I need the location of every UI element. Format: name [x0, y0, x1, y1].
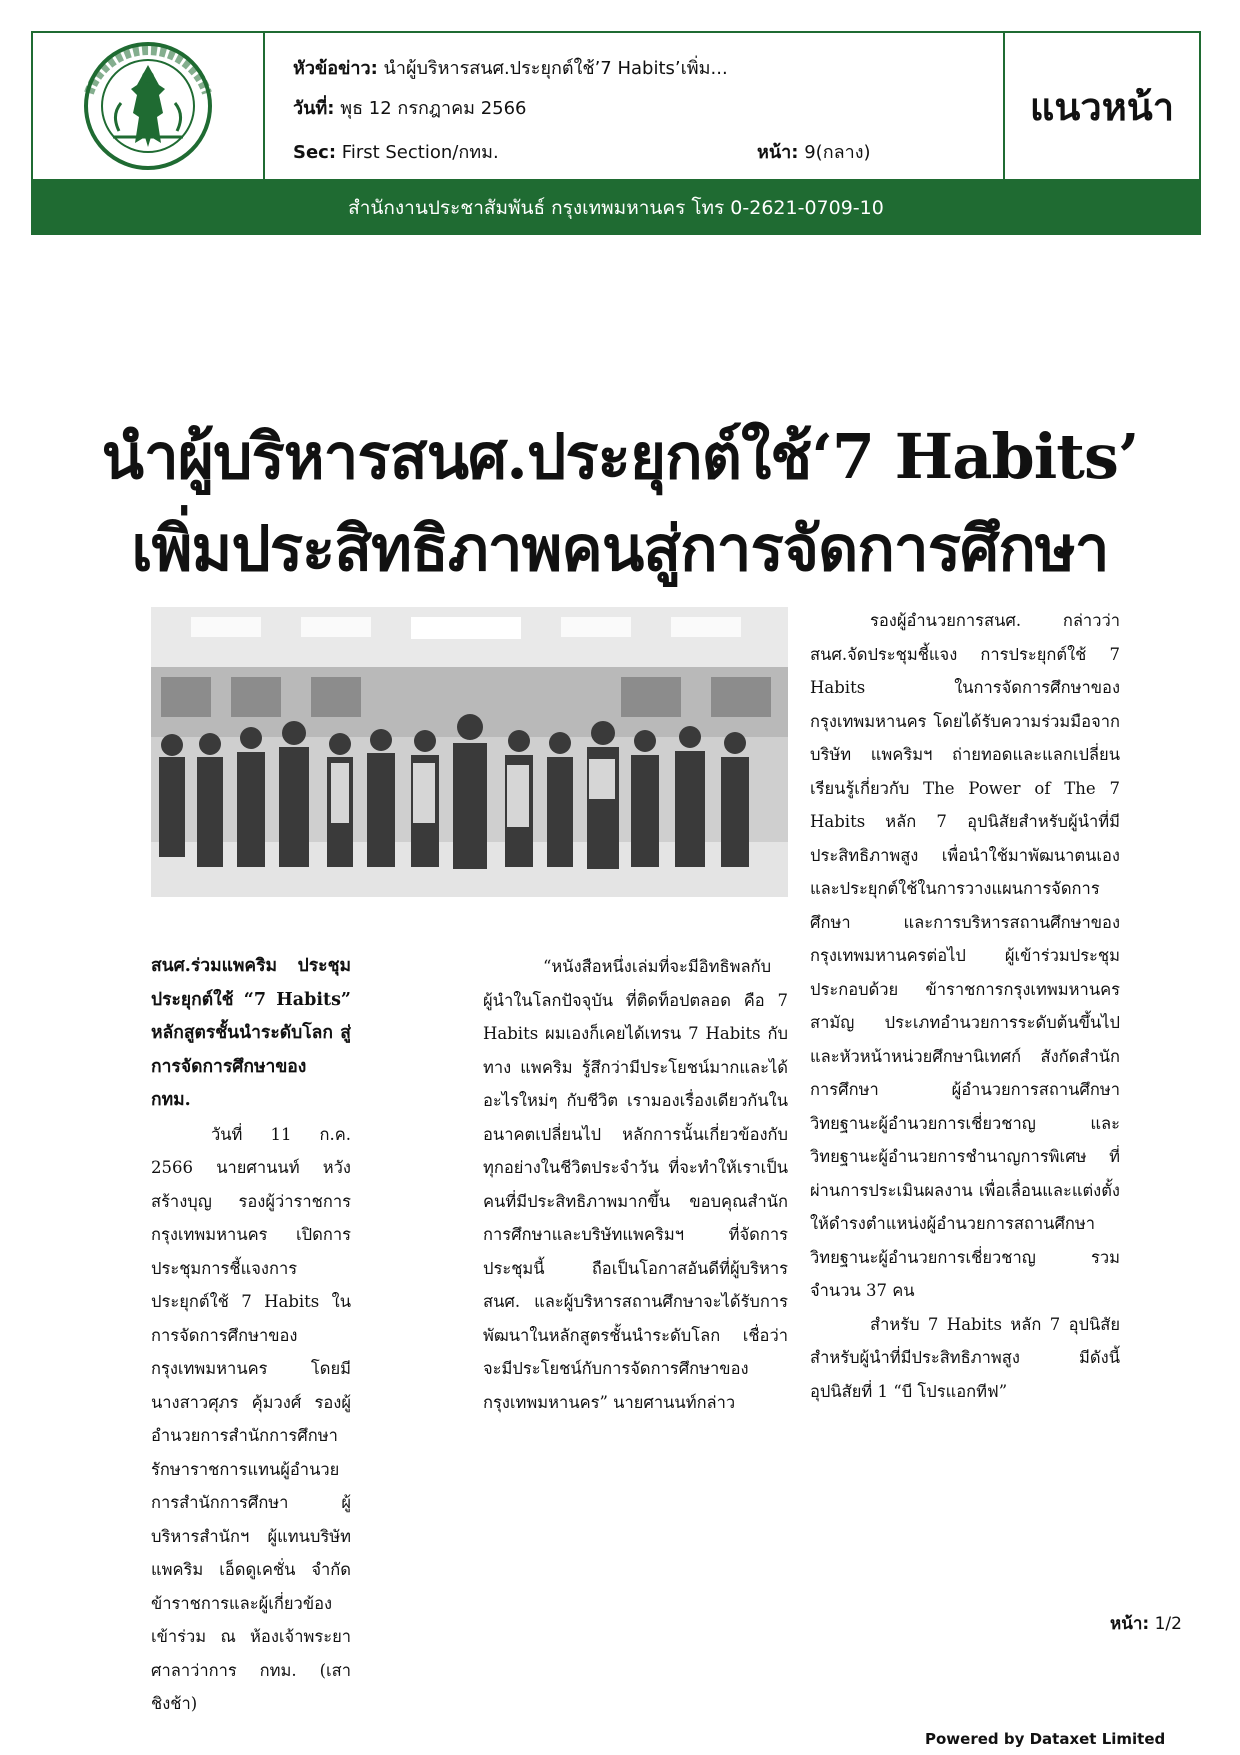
photo-caption: สนศ.ร่วมแพคริม ประชุมประยุกต์ใช้ “7 Habits” หลักสูตรชั้นนำระดับโลก สู่การจัดการศึกษาของ กทม. — [151, 956, 351, 1110]
info-cell — [265, 33, 1005, 179]
section-label: Sec: — [293, 142, 337, 163]
headline-value: นำผู้บริหารสนศ.ประยุกต์ใช้’7 Habits’เพิ่ม... — [383, 58, 728, 79]
page-number — [1110, 1610, 1182, 1637]
position-cell — [1005, 33, 1199, 179]
page-row — [757, 137, 871, 166]
article-column-3 — [810, 604, 1120, 1408]
column-2-text: “หนังสือหนึ่งเล่มที่จะมีอิทธิพลกับผู้นำในโลกปัจจุบัน ที่ติดท็อปตลอด คือ 7 Habits ผมเองก็เคยได้เทรน 7 Habits กับทาง แพคริม รู้สึกว่ามีประโยชน์มากและได้อะไรใหม่ๆ กับชีวิต เรามองเรื่องเดียวกันในอนาคตเปลี่ยนไป หลักการนั้นเกี่ยวข้องกับทุกอย่างในชีวิตประจำวัน ที่จะทำให้เราเป็นคนที่มีประสิทธิภาพมากขึ้น ขอบคุณสำนักการศึกษาและบริษัทแพคริมฯ ที่จัดการประชุมนี้ ถือเป็นโอกาสอันดีที่ผู้บริหาร สนศ. และผู้บริหารสถานศึกษาจะได้รับการพัฒนาในหลักสูตรชั้นนำระดับโลก เชื่อว่าจะมีประโยชน์กับการจัดการศึกษาของกรุงเทพมหานคร” นายศานนท์กล่าว — [483, 957, 788, 1412]
page-value: 9(กลาง) — [804, 142, 871, 163]
date-row — [293, 93, 527, 122]
article-photo — [151, 607, 788, 897]
headline-row — [293, 53, 728, 82]
section-value: First Section/กทม. — [341, 142, 499, 163]
page-number-value: 1/2 — [1154, 1614, 1182, 1634]
page-number-label: หน้า: — [1110, 1614, 1150, 1634]
column-3-text-2: สำหรับ 7 Habits หลัก 7 อุปนิสัยสำหรับผู้นำที่มีประสิทธิภาพสูง มีดังนี้ อุปนิสัยที่ 1 “บี โปรแอกทีฟ” — [810, 1314, 1120, 1401]
article-column-2 — [483, 950, 788, 1419]
contact-bar: สำนักงานประชาสัมพันธ์ กรุงเทพมหานคร โทร 0-2621-0709-10 — [31, 181, 1201, 235]
position-label: แนวหน้า — [1029, 84, 1175, 129]
logo-cell — [33, 33, 265, 179]
headline-label: หัวข้อข่าว: — [293, 58, 378, 79]
news-header — [31, 31, 1201, 181]
article-title-line2: เพิ่มประสิทธิภาพคนสู่การจัดการศึกษา — [131, 512, 1109, 585]
bangkok-seal-icon — [33, 33, 263, 179]
column-3-text: รองผู้อำนวยการสนศ. กล่าวว่า สนศ.จัดประชุมชี้แจง การประยุกต์ใช้ 7 Habits ในการจัดการศึกษาของกรุงเทพมหานคร โดยได้รับความร่วมมือจากบริษัท แพคริมฯ ถ่ายทอดและแลกเปลี่ยนเรียนรู้เกี่ยวกับ The Power of The 7 Habits หลัก 7 อุปนิสัยสำหรับผู้นำที่มีประสิทธิภาพสูง เพื่อนำใช้มาพัฒนาตนเองและประยุกต์ใช้ในการวางแผนการจัดการศึกษา และการบริหารสถานศึกษาของกรุงเทพมหานครต่อไป ผู้เข้าร่วมประชุมประกอบด้วย ข้าราชการกรุงเทพมหานครสามัญ ประเภทอำนวยการระดับต้นขึ้นไป และหัวหน้าหน่วยศึกษานิเทศก์ สังกัดสำนักการศึกษา ผู้อำนวยการสถานศึกษา วิทยฐานะผู้อำนวยการเชี่ยวชาญ และวิทยฐานะผู้อำนวยการชำนาญการพิเศษ ที่ผ่านการประเมินผลงาน เพื่อเลื่อนและแต่งตั้งให้ดำรงตำแหน่งผู้อำนวยการสถานศึกษา วิทยฐานะผู้อำนวยการเชี่ยวชาญ รวมจำนวน 37 คน — [810, 611, 1120, 1300]
section-row — [293, 137, 499, 166]
group-photo-image — [151, 607, 788, 897]
article-title-line1: นำผู้บริหารสนศ.ประยุกต์ใช้‘7 Habits’ — [101, 420, 1139, 493]
date-label: วันที่: — [293, 98, 335, 119]
article-column-1 — [151, 950, 351, 1721]
column-1-text: วันที่ 11 ก.ค. 2566 นายศานนท์ หวังสร้างบุญ รองผู้ว่าราชการกรุงเทพมหานคร เปิดการประชุมการชี้แจงการประยุกต์ใช้ 7 Habits ในการจัดการศึกษาของกรุงเทพมหานคร โดยมี นางสาวศุภร คุ้มวงศ์ รองผู้อำนวยการสำนักการศึกษา รักษาราชการแทนผู้อำนวยการสำนักการศึกษา ผู้บริหารสำนักฯ ผู้แทนบริษัท แพคริม เอ็ดดูเคชั่น จำกัด ข้าราชการและผู้เกี่ยวข้องเข้าร่วม ณ ห้องเจ้าพระยา ศาลาว่าการ กทม. (เสาชิงช้า) — [151, 1124, 351, 1713]
page-label: หน้า: — [757, 142, 799, 163]
powered-by: Powered by Dataxet Limited — [925, 1730, 1166, 1748]
date-value: พุธ 12 กรกฎาคม 2566 — [340, 98, 527, 119]
